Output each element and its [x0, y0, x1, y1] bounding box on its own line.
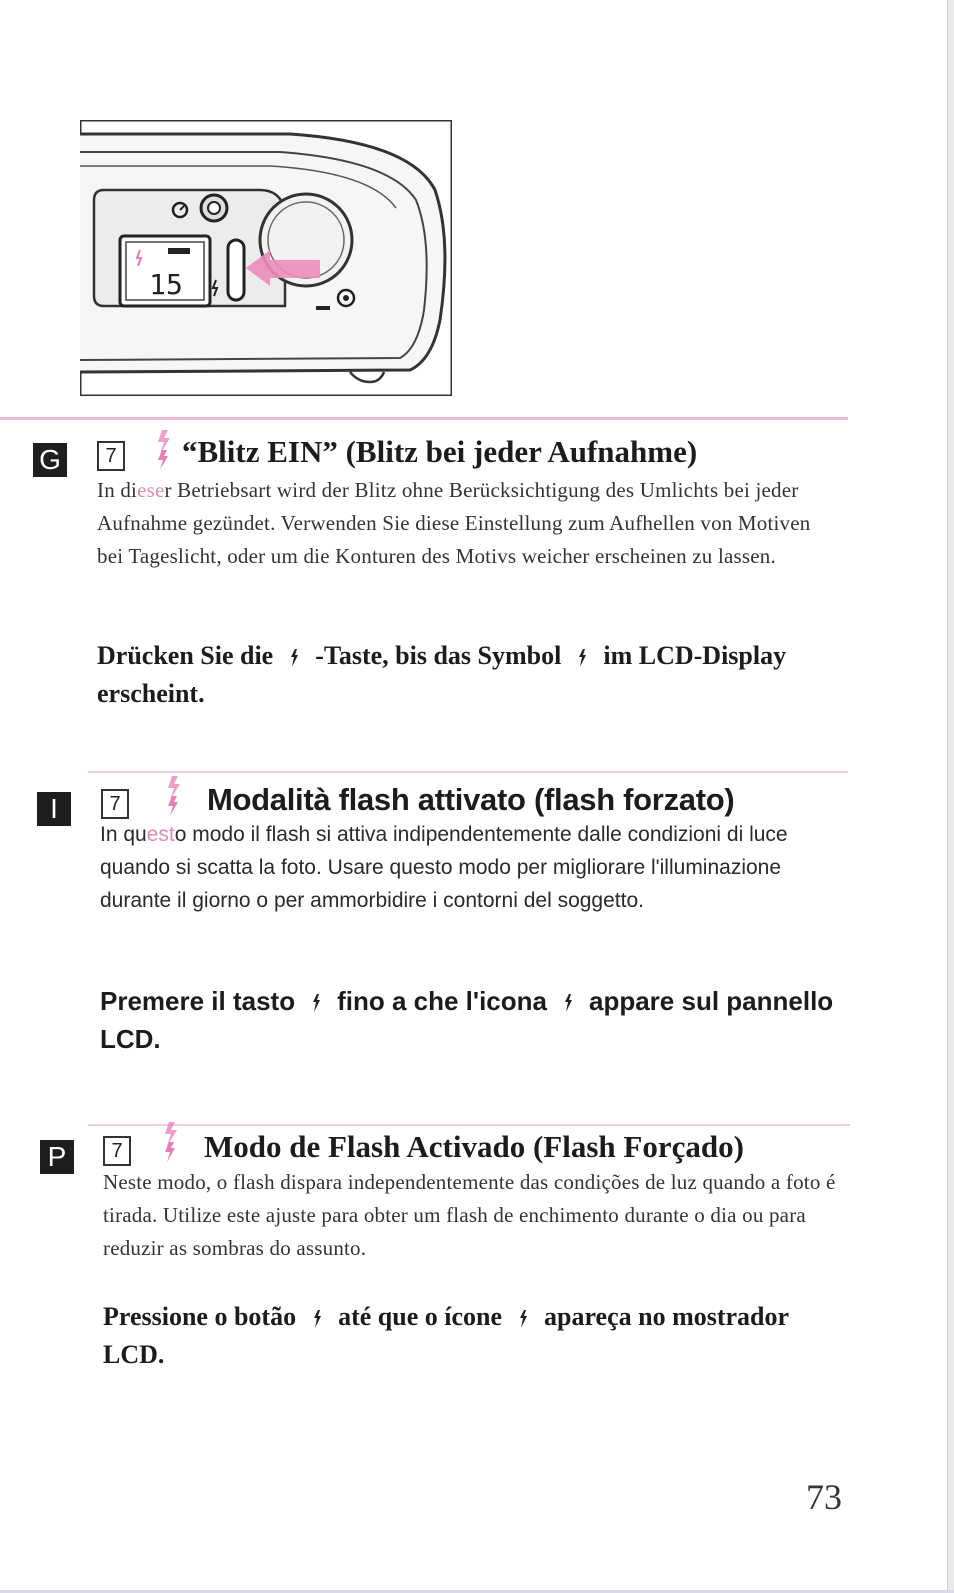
- instruction-text: apareça no mostrador LCD.: [103, 1302, 789, 1369]
- section-body-italian: [100, 818, 845, 917]
- instruction-italian: [100, 982, 845, 1058]
- section-title-german: “Blitz EIN” (Blitz bei jeder Aufnahme): [182, 434, 698, 469]
- instruction-text: Pressione o botão: [103, 1302, 297, 1331]
- page-number: 73: [806, 1477, 842, 1517]
- instruction-portuguese: [103, 1298, 848, 1374]
- mode-number-box: 7: [101, 789, 129, 819]
- instruction-text: Premere il tasto: [100, 986, 296, 1016]
- instruction-text: fino a che l'icona: [337, 986, 547, 1016]
- flash-symbol-icon: [287, 648, 301, 668]
- mode-number-box: 7: [103, 1136, 131, 1166]
- instruction-text: im LCD-Display erscheint.: [97, 641, 787, 708]
- body-text-highlight: ese: [137, 478, 165, 502]
- mode-number-box: 7: [97, 441, 125, 471]
- flash-symbol-icon: [516, 1309, 530, 1329]
- body-text: In qu: [100, 823, 147, 846]
- section-body-german: [97, 474, 842, 573]
- language-badge-italian: I: [37, 792, 71, 826]
- flash-symbol-icon: [310, 1309, 324, 1329]
- instruction-text: -Taste, bis das Symbol: [315, 641, 562, 670]
- flash-symbol-icon: [561, 993, 575, 1013]
- lcd-counter: 15: [149, 268, 183, 301]
- instruction-german: [97, 637, 842, 713]
- body-text: r Betriebsart wird der Blitz ohne Berücksichtigung des Umlichts bei jeder Aufnahme gezündet. Verwenden Sie diese Einstellung zum Aufhellen von Motiven bei Tageslicht, oder um die Konturen des Motivs weicher erscheinen zu lassen.: [97, 478, 811, 568]
- section-divider: [0, 417, 848, 420]
- section-title-portuguese: Modo de Flash Activado (Flash Forçado): [204, 1129, 744, 1164]
- body-text-highlight: est: [146, 823, 175, 846]
- flash-forced-icon: [148, 428, 180, 472]
- section-divider: [88, 771, 848, 773]
- section-body-portuguese: Neste modo, o flash dispara independentemente das condições de luz quando a foto é tirada. Utilize este ajuste para obter um flash de enchimento durante o dia ou para reduzir as sombras do assunto.: [103, 1170, 836, 1260]
- instruction-text: Drücken Sie die: [97, 641, 274, 670]
- flash-symbol-icon: [575, 648, 589, 668]
- page-edge: [947, 0, 954, 1593]
- section-divider: [88, 1124, 850, 1126]
- body-text: o modo il flash si attiva indipendentemente dalle condizioni di luce quando si scatta la foto. Usare questo modo per migliorare l'illuminazione durante il giorno o per ammorbidire i contorni del soggetto.: [100, 823, 788, 912]
- instruction-text: appare sul pannello LCD.: [100, 986, 834, 1054]
- section-title-italian: Modalità flash attivato (flash forzato): [207, 782, 735, 817]
- language-badge-portuguese: P: [40, 1140, 74, 1174]
- camera-illustration: [80, 120, 452, 396]
- flash-forced-icon: [158, 774, 190, 818]
- flash-forced-icon: [155, 1120, 187, 1164]
- language-badge-german: G: [33, 443, 67, 477]
- body-text: In di: [97, 478, 138, 502]
- flash-symbol-icon: [309, 993, 323, 1013]
- instruction-text: até que o ícone: [338, 1302, 502, 1331]
